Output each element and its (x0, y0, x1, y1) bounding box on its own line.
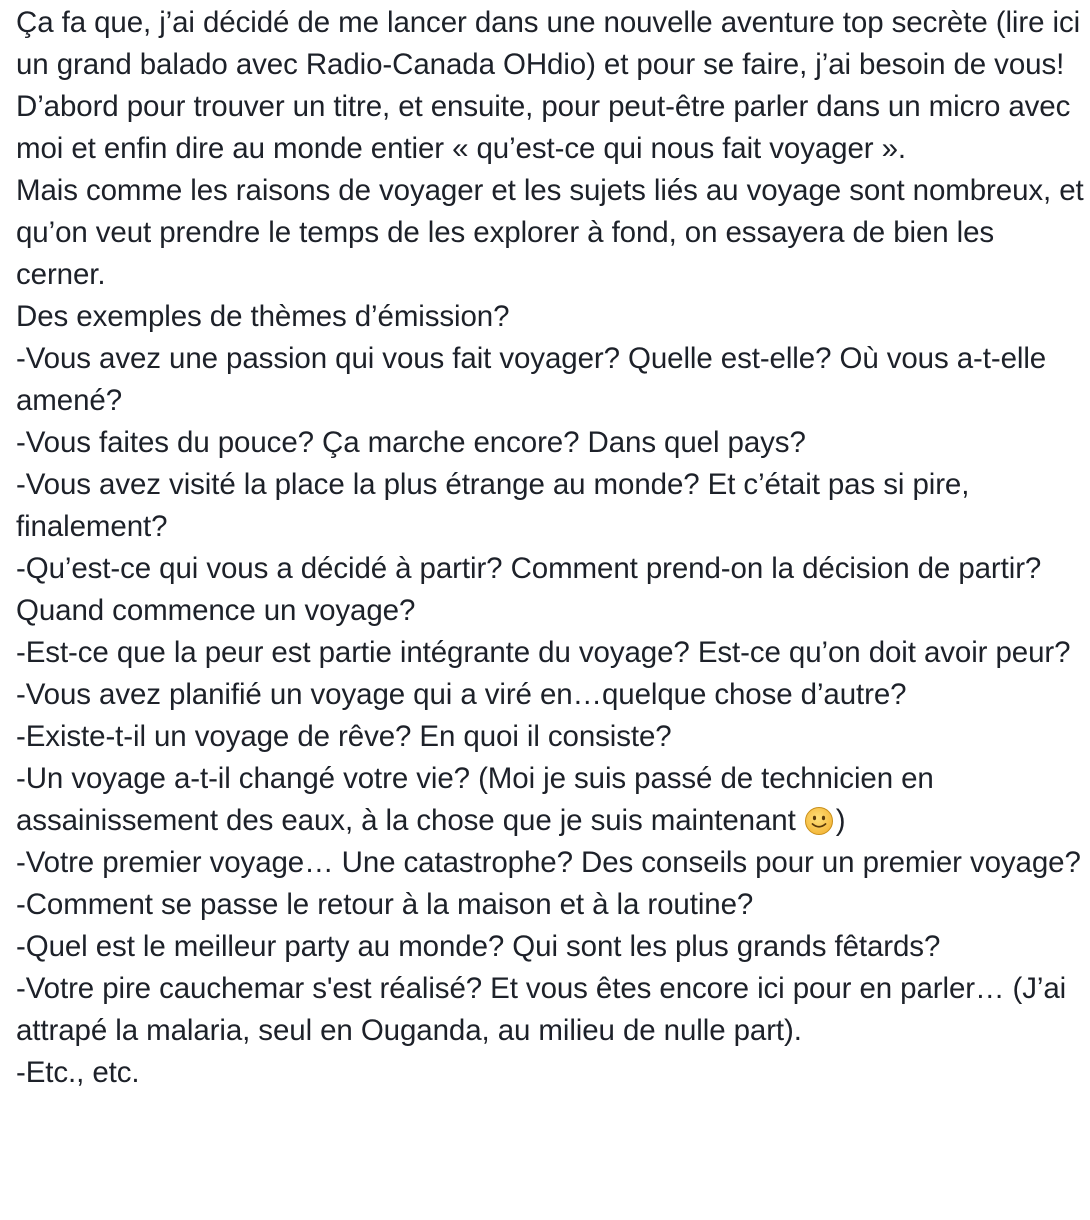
theme-item-etc: -Etc., etc. (16, 1056, 140, 1089)
life-change-close: ) (835, 804, 846, 837)
theme-item-best-party: -Quel est le meilleur party au monde? Qui sont les plus grands fêtards? (16, 930, 941, 963)
theme-item-pouce: -Vous faites du pouce? Ça marche encore? Dans quel pays? (16, 426, 806, 459)
intro-paragraph: Ça fa que, j’ai décidé de me lancer dans une nouvelle aventure top secrète (lire ici un grand balado avec Radio-Canada OHdio) et pour se faire, j’ai besoin de vous! D’abord pour trouver un titre, et ensuite, pour peut-être parler dans un micro avec moi et enfin dire au monde entier « qu’est-ce qui nous fait voyager ». (16, 6, 1081, 165)
examples-heading: Des exemples de thèmes d’émission? (16, 300, 510, 333)
theme-item-life-change (16, 758, 1084, 842)
theme-item-dream-trip: -Existe-t-il un voyage de rêve? En quoi il consiste? (16, 720, 672, 753)
theme-item-decision: -Qu’est-ce qui vous a décidé à partir? Comment prend-on la décision de partir? Quand commence un voyage? (16, 552, 1042, 627)
theme-item-nightmare: -Votre pire cauchemar s'est réalisé? Et vous êtes encore ici pour en parler… (J’ai attrapé la malaria, seul en Ouganda, au milieu de nulle part). (16, 972, 1067, 1047)
smiling-face-icon (804, 806, 834, 836)
context-paragraph: Mais comme les raisons de voyager et les sujets liés au voyage sont nombreux, et qu’on veut prendre le temps de les explorer à fond, on essayera de bien les cerner. (16, 174, 1084, 291)
theme-item-fear: -Est-ce que la peur est partie intégrante du voyage? Est-ce qu’on doit avoir peur? (16, 636, 1071, 669)
theme-item-first-trip: -Votre premier voyage… Une catastrophe? Des conseils pour un premier voyage? (16, 846, 1081, 879)
post-body (16, 2, 1084, 1094)
theme-item-planned-trip: -Vous avez planifié un voyage qui a viré en…quelque chose d’autre? (16, 678, 907, 711)
life-change-text: -Un voyage a-t-il changé votre vie? (Moi je suis passé de technicien en assainissement des eaux, à la chose que je suis maintenant (16, 762, 934, 837)
theme-item-return-home: -Comment se passe le retour à la maison et à la routine? (16, 888, 754, 921)
theme-item-strange-place: -Vous avez visité la place la plus étrange au monde? Et c’était pas si pire, finalement? (16, 468, 970, 543)
theme-item-passion: -Vous avez une passion qui vous fait voyager? Quelle est-elle? Où vous a-t-elle amené? (16, 342, 1047, 417)
